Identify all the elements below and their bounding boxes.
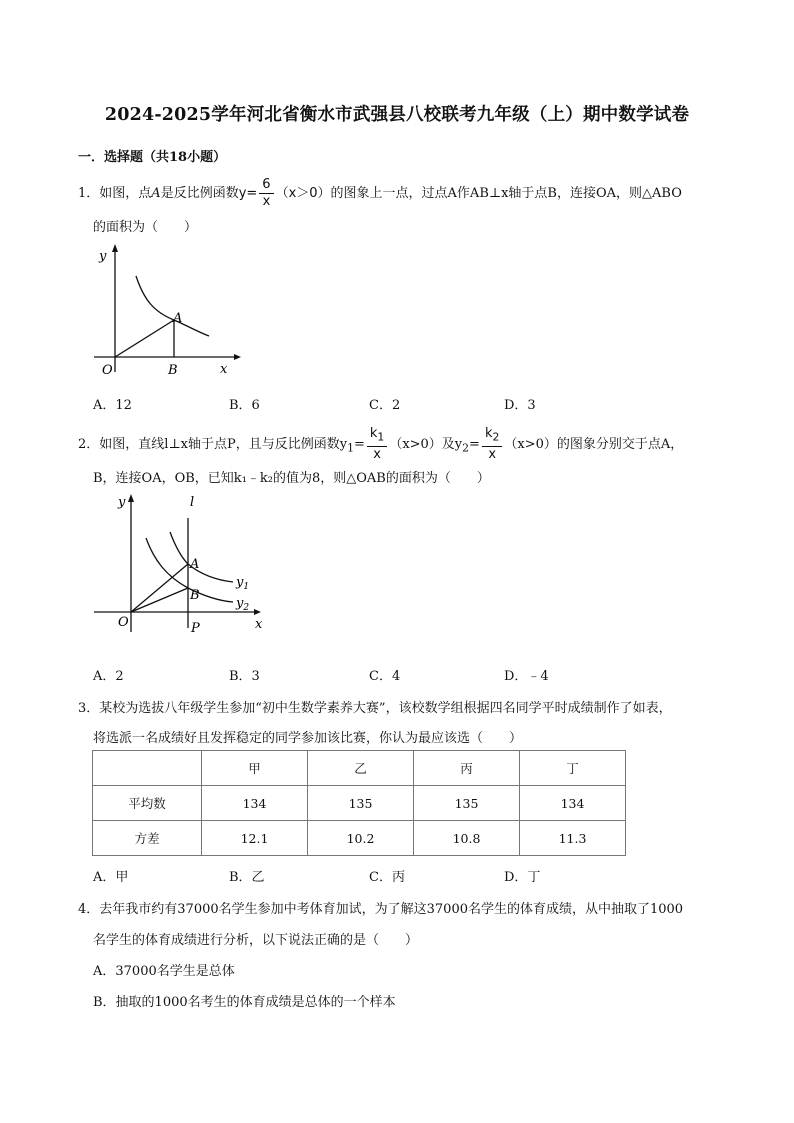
q1-option-b: B．6	[229, 398, 260, 413]
q3-score-table	[92, 750, 626, 856]
q2-fig-y1-letter: y	[236, 575, 244, 590]
q2-y2-subscript: 2	[462, 441, 470, 455]
q2-figure	[88, 488, 273, 638]
q2-text-mid: （x>0）及y	[389, 436, 463, 452]
section-heading: 一．选择题（共18小题）	[78, 150, 227, 165]
table-row	[93, 821, 626, 856]
question-1-line-1	[78, 177, 682, 210]
q2-fig-p-label: P	[191, 621, 200, 636]
q2-fig-y-label: y	[118, 495, 126, 510]
table-header-cell: 丁	[520, 751, 626, 786]
q1-fraction	[259, 177, 273, 210]
q2-fig-a-label: A	[190, 557, 200, 572]
q1-fig-y-label: y	[99, 249, 107, 264]
table-header-row	[93, 751, 626, 786]
q2-fraction-2-numerator	[482, 426, 502, 447]
q1-fraction-numerator: 6	[259, 177, 273, 194]
q2-eq2: =	[469, 436, 480, 452]
table-cell: 平均数	[93, 786, 202, 821]
q2-k1: k	[369, 426, 378, 441]
question-3-line-1	[78, 697, 672, 716]
q2-fig-x-label: x	[255, 617, 263, 632]
question-3-line-2: 将选派一名成绩好且发挥稳定的同学参加该比赛，你认为最应该选（ ）	[93, 731, 523, 746]
table-cell: 11.3	[520, 821, 626, 856]
q1-option-d: D．3	[504, 398, 536, 413]
q2-fig-y1-label	[235, 575, 249, 592]
q2-option-d: D．﹣4	[504, 669, 549, 684]
q1-fig-o-label: O	[102, 363, 113, 378]
q4-option-a: A．37000名学生是总体	[93, 964, 235, 979]
q2-text-post: （x>0）的图象分别交于点A，	[504, 436, 684, 452]
table-cell: 135	[414, 786, 520, 821]
q2-fig-y2-letter: y	[236, 596, 244, 611]
q4-number: 4．	[78, 902, 100, 917]
q2-fraction-1-numerator	[367, 426, 387, 447]
table-row	[93, 786, 626, 821]
q2-fig-b-label: B	[190, 588, 200, 603]
q1-condition: （x＞0）	[275, 186, 331, 201]
page-title: 2024-2025学年河北省衡水市武强县八校联考九年级（上）期中数学试卷	[104, 105, 690, 125]
table-cell: 12.1	[202, 821, 308, 856]
q2-fraction-1-denominator: x	[373, 446, 381, 462]
table-header-cell: 乙	[308, 751, 414, 786]
q2-fraction-2	[482, 426, 502, 463]
table-header-cell: 甲	[202, 751, 308, 786]
q2-fig-o-label: O	[118, 615, 129, 630]
q1-option-a: A．12	[93, 398, 132, 413]
q3-number: 3．	[78, 701, 100, 716]
q2-fraction-2-denominator: x	[488, 446, 497, 462]
q3-option-d: D．丁	[504, 870, 541, 885]
q1-number: 1．	[78, 186, 100, 201]
q1-func-y: y=	[238, 186, 258, 201]
table-header-cell: 丙	[414, 751, 520, 786]
table-cell: 方差	[93, 821, 202, 856]
table-cell: 10.8	[414, 821, 520, 856]
q2-fig-y2-sub: 2	[243, 603, 250, 613]
question-4-line-2: 名学生的体育成绩进行分析，以下说法正确的是（ ）	[93, 933, 419, 948]
q2-k2-subscript: 2	[492, 430, 500, 444]
q1-option-c: C．2	[369, 398, 401, 413]
question-1-line-2: 的面积为（ ）	[93, 220, 198, 235]
q3-option-b: B．乙	[229, 870, 265, 885]
table-cell: 10.2	[308, 821, 414, 856]
q1-fig-a-label: A	[173, 311, 183, 326]
q2-text-pre: 如图，直线l⊥x轴于点P，且与反比例函数y	[99, 436, 348, 452]
q4-line-1-text: 去年我市约有37000名学生参加中考体育加试，为了解这37000名学生的体育成绩，从中抽取了1000	[99, 902, 684, 917]
q3-option-a: A．甲	[93, 870, 129, 885]
q2-fig-l-label: l	[190, 495, 195, 510]
q2-fig-y2-label	[235, 596, 249, 613]
q4-option-b: B．抽取的1000名考生的体育成绩是总体的一个样本	[93, 995, 396, 1010]
q2-y1-subscript: 1	[347, 441, 354, 455]
q1-point-a: A	[151, 186, 161, 201]
q1-fraction-denominator: x	[262, 194, 271, 209]
question-2-line-1	[78, 426, 683, 463]
question-2-line-2: B，连接OA，OB，已知k₁﹣k₂的值为8，则△OAB的面积为（ ）	[93, 471, 490, 486]
q2-option-c: C．4	[369, 669, 401, 684]
q2-option-b: B．3	[229, 669, 260, 684]
q1-fig-b-label: B	[168, 363, 178, 378]
q3-option-c: C．丙	[369, 870, 405, 885]
question-4-line-1	[78, 898, 683, 917]
table-header-cell	[93, 751, 202, 786]
q1-text-mid: 是反比例函数	[160, 186, 239, 201]
q2-fraction-1	[367, 426, 387, 463]
q2-k1-subscript: 1	[377, 430, 385, 444]
q2-option-a: A．2	[93, 669, 124, 684]
q2-eq1: =	[353, 436, 365, 452]
q1-fig-x-label: x	[220, 362, 228, 377]
q2-fig-y1-sub: 1	[243, 582, 250, 592]
table-cell: 134	[202, 786, 308, 821]
q1-figure	[88, 240, 248, 380]
q3-line-1-text: 某校为选拔八年级学生参加“初中生数学素养大赛”，该校数学组根据四名同学平时成绩制作了如表，	[99, 701, 672, 716]
q1-text-post: 的图象上一点，过点A作AB⊥x轴于点B，连接OA，则△ABO	[330, 186, 682, 201]
q1-text-pre: 如图，点	[99, 186, 152, 201]
q2-k2: k	[484, 426, 493, 441]
q2-number: 2．	[78, 436, 100, 452]
table-cell: 134	[520, 786, 626, 821]
table-cell: 135	[308, 786, 414, 821]
